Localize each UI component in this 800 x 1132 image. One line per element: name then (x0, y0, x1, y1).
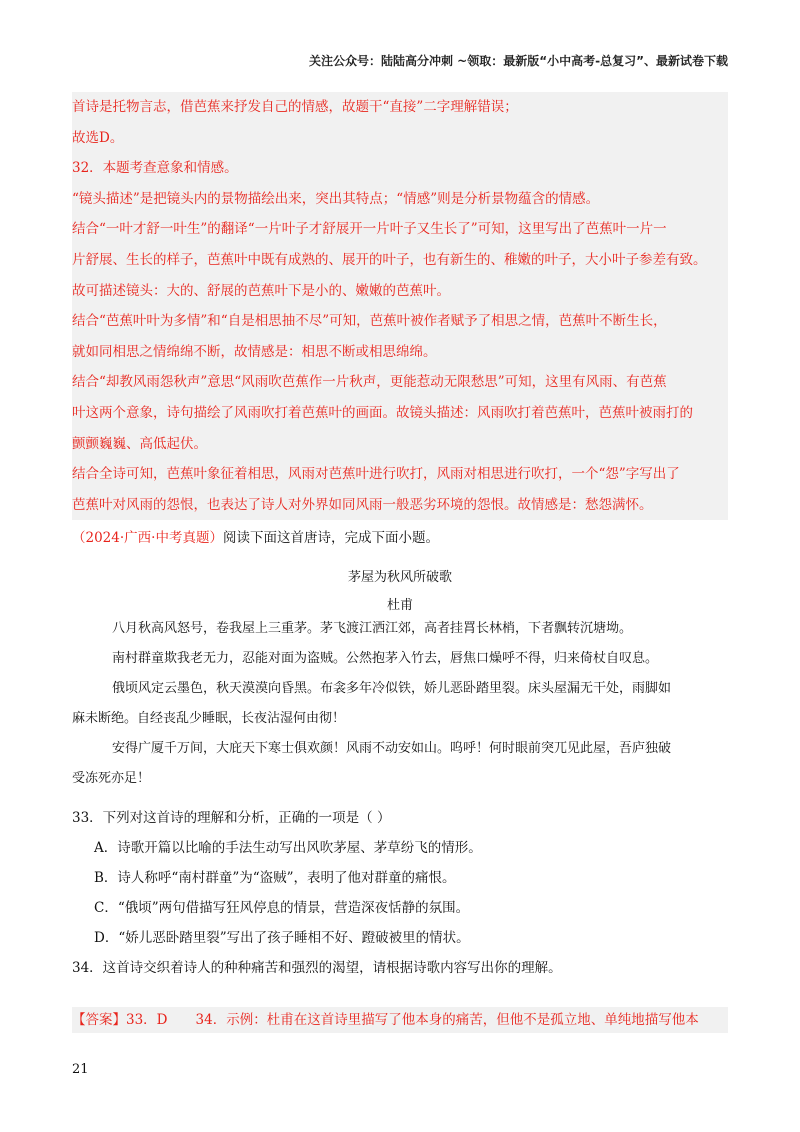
question-33-option-a: A．诗歌开篇以比喻的手法生动写出风吹茅屋、茅草纷飞的情形。 (94, 840, 482, 856)
poem-line: 麻未断绝。自经丧乱少睡眠，长夜沾湿何由彻！ (72, 711, 346, 726)
answer-bar (72, 1007, 728, 1033)
poem-line: 安得广厦千万间，大庇天下寒士俱欢颜！风雨不动安如山。呜呼！何时眼前突兀见此屋，吾庐独破 (112, 741, 672, 756)
analysis-line: 叶这两个意象，诗句描绘了风雨吹打着芭蕉叶的画面。故镜头描述：风雨吹打着芭蕉叶，芭蕉叶被雨打的 (72, 404, 693, 421)
answer-label: 【答案】33．D (72, 1012, 168, 1028)
question-33-stem: 33．下列对这首诗的理解和分析，正确的一项是（ ） (72, 810, 391, 826)
poem-line: 八月秋高风怒号，卷我屋上三重茅。茅飞渡江洒江郊，高者挂罥长林梢，下者飘转沉塘坳。 (112, 621, 633, 636)
analysis-line: 结合“却教风雨怨秋声”意思“风雨吹芭蕉作一片秋声，更能惹动无限愁思”可知，这里有风雨、有芭蕉 (72, 374, 667, 391)
analysis-line: 故选D。 (72, 129, 124, 146)
poem-line: 南村群童欺我老无力，忍能对面为盗贼。公然抱茅入竹去，唇焦口燥呼不得，归来倚杖自叹息。 (112, 651, 659, 666)
analysis-line: 结合“芭蕉叶叶为多情”和“自是相思抽不尽”可知，芭蕉叶被作者赋予了相思之情，芭蕉叶不断生长， (72, 313, 667, 330)
source-instruction: 阅读下面这首唐诗，完成下面小题。 (222, 530, 439, 546)
poem-line: 俄顷风定云墨色，秋天漠漠向昏黑。布衾多年冷似铁，娇儿恶卧踏里裂。床头屋漏无干处，雨脚如 (112, 681, 672, 696)
question-source (72, 526, 439, 546)
analysis-line: 就如同相思之情绵绵不断，故情感是：相思不断或相思绵绵。 (72, 343, 437, 360)
poem-body (72, 614, 728, 794)
page-number: 21 (72, 1062, 89, 1077)
answer-text: 34．示例：杜甫在这首诗里描写了他本身的痛苦，但他不是孤立地、单纯地描写他本 (195, 1012, 699, 1028)
analysis-line: 片舒展、生长的样子，芭蕉叶中既有成熟的、展开的叶子，也有新生的、稚嫩的叶子，大小叶子参差有致。 (72, 251, 707, 268)
question-33-option-b: B．诗人称呼“南村群童”为“盗贼”，表明了他对群童的痛恨。 (94, 870, 456, 886)
analysis-line: 芭蕉叶对风雨的怨恨，也表达了诗人对外界如同风雨一般恶劣环境的怨恨。故情感是：愁怨满怀。 (72, 496, 653, 513)
analysis-line: 结合全诗可知，芭蕉叶象征着相思，风雨对芭蕉叶进行吹打，风雨对相思进行吹打，一个“怨”字写出了 (72, 466, 680, 483)
analysis-line: 首诗是托物言志，借芭蕉来抒发自己的情感，故题干“直接”二字理解错误； (72, 99, 518, 115)
analysis-line: 颤颤巍巍、高低起伏。 (72, 435, 207, 452)
question-34-stem: 34．这首诗交织着诗人的种种痛苦和强烈的渴望，请根据诗歌内容写出你的理解。 (72, 960, 562, 976)
page-header: 关注公众号：陆陆高分冲刺 ~领取：最新版“小中高考-总复习”、最新试卷下载 (309, 54, 728, 68)
analysis-block (72, 92, 728, 520)
source-tag: （2024·广西·中考真题） (72, 530, 223, 546)
analysis-line: 结合“一叶才舒一叶生”的翻译“一片叶子才舒展开一片叶子又生长了”可知，这里写出了芭蕉叶一片一 (72, 221, 667, 238)
analysis-line: “镜头描述”是把镜头内的景物描绘出来，突出其特点；“情感”则是分析景物蕴含的情感。 (72, 190, 600, 207)
question-33-option-d: D．“娇儿恶卧踏里裂”写出了孩子睡相不好、蹬破被里的情状。 (94, 930, 470, 946)
poem-title: 茅屋为秋风所破歌 (347, 570, 452, 585)
poem-line: 受冻死亦足！ (72, 771, 151, 786)
analysis-line: 32．本题考查意象和情感。 (72, 160, 238, 177)
question-33-option-c: C．“俄顷”两句借描写狂风停息的情景，营造深夜恬静的氛围。 (94, 900, 470, 916)
poem-author: 杜甫 (386, 598, 413, 613)
analysis-line: 故可描述镜头：大的、舒展的芭蕉叶下是小的、嫩嫩的芭蕉叶。 (72, 282, 450, 299)
